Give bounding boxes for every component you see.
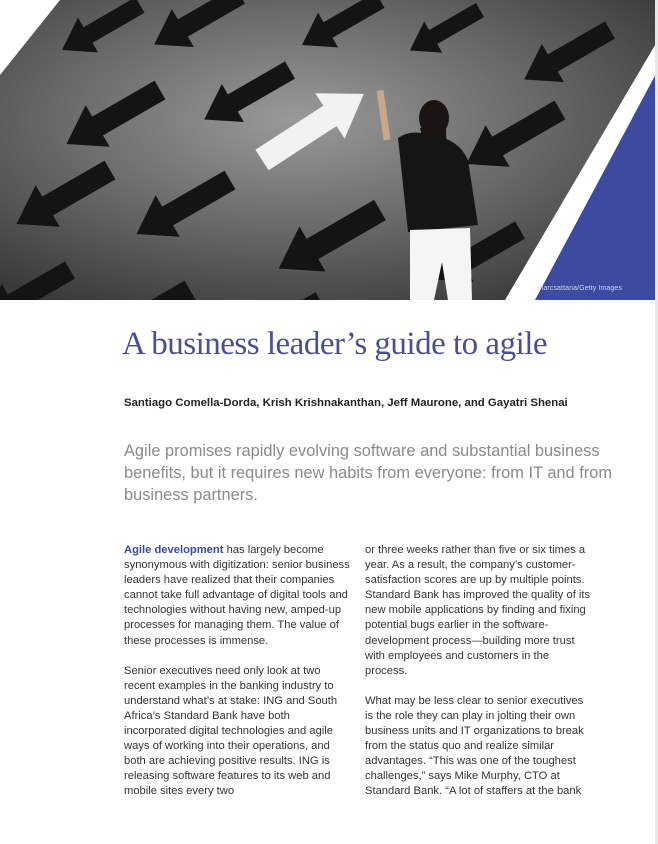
article-authors: Santiago Comella-Dorda, Krish Krishnakanthan, Jeff Maurone, and Gayatri Shenai xyxy=(124,397,568,409)
image-credit: marcsattana/Getty Images xyxy=(537,285,622,292)
body-paragraph: What may be less clear to senior executives is the role they can play in jolting their own business units and IT organizations to break from the status quo and realize similar advantages. “This was one of the toughest challenges,” says Mike Murphy, CTO at Standard Bank. “A lot of staffers at the bank xyxy=(365,694,584,798)
article-dek: Agile promises rapidly evolving software and substantial business benefits, but it requires new habits from everyone: from IT and from business partners. xyxy=(124,442,612,504)
hero-image xyxy=(0,0,658,300)
body-paragraph xyxy=(124,543,352,649)
wall-arrows-illustration xyxy=(0,0,658,300)
body-paragraph: or three weeks rather than five or six times a year. As a result, the company’s customer-satisfaction scores are up by multiple points. Standard Bank has improved the quality of its new mobile applications by finding and fixing potential bugs earlier in the software-development process—building more trust with employees and customers in the process. xyxy=(365,544,591,677)
body-paragraph: Senior executives need only look at two recent examples in the banking industry to understand what’s at stake: ING and South Africa’s Standard Bank have both incorporated digital technologies and agile ways of working into their operations, and both are achieving positive results. ING is releasing software features to its web and mobile sites every two xyxy=(124,664,338,798)
lead-phrase: Agile development xyxy=(124,544,224,556)
body-column-left xyxy=(124,543,352,815)
article-title: A business leader’s guide to agile xyxy=(122,326,548,362)
paragraph-text: has largely become synonymous with digitization: senior business leaders have realized that their companies cannot take full advantage of digital tools and technologies without having new, amped-up processes for managing them. The value of these processes is immense. xyxy=(124,544,350,647)
body-column-right xyxy=(365,543,593,815)
